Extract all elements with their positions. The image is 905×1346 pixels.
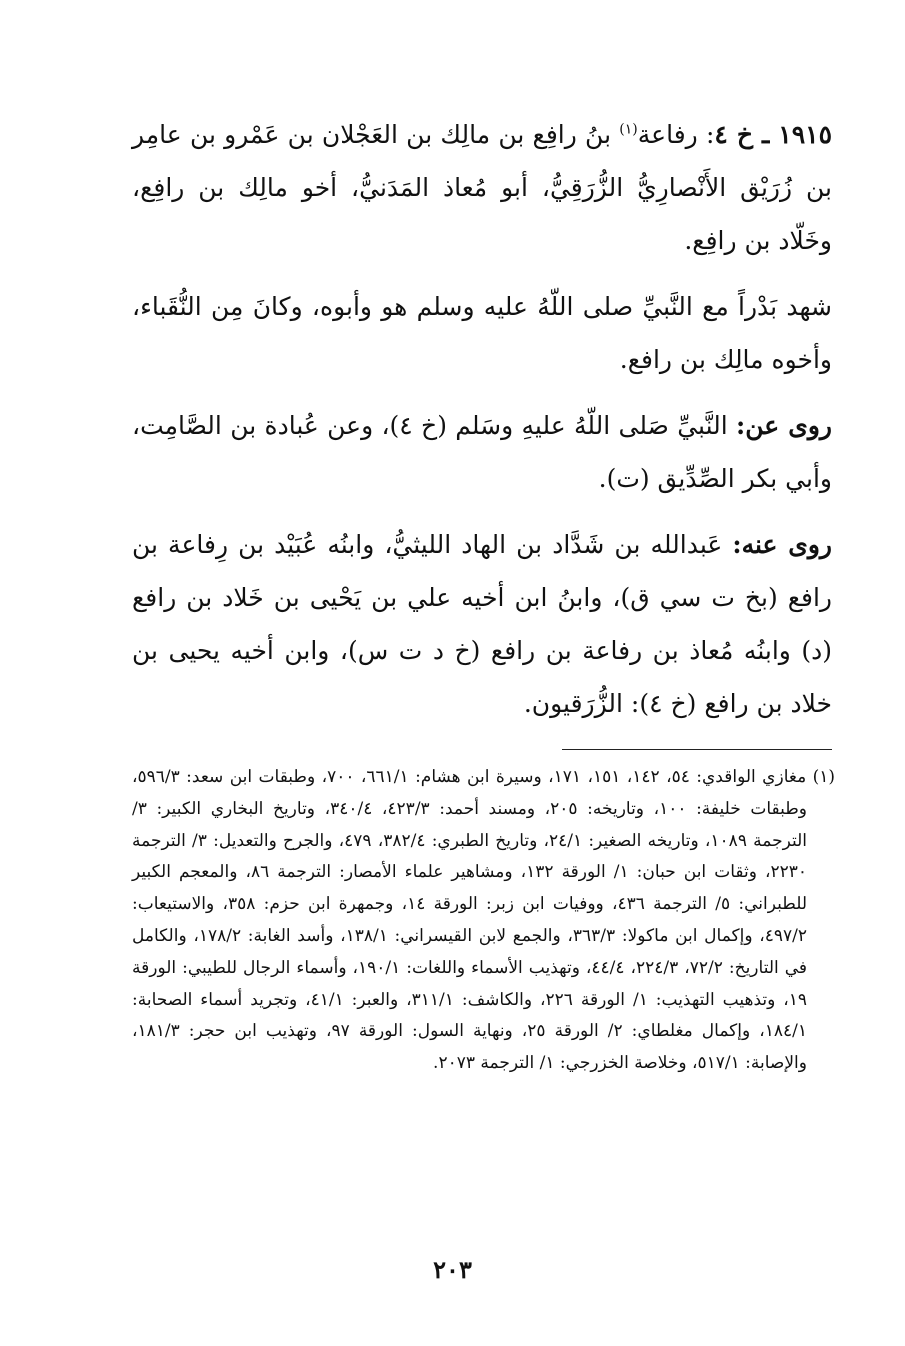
entry-heading-paragraph (132, 108, 832, 267)
bio-text: شهد بَدْراً مع النَّبيِّ صلى اللّهُ عليه وسلم هو وأبوه، وكانَ مِن النُّقَباء، وأخوه مالِك بن رافع. (132, 292, 832, 374)
narrated-from-paragraph (132, 399, 832, 505)
footnote-1: (١) مغازي الواقدي: ٥٤، ١٤٢، ١٥١، ١٧١، وسيرة ابن هشام: ٦٦١/١، ٧٠٠، وطبقات ابن سعد: ٥٩٦/٣، وطبقات خليفة: ١٠٠، وتاريخه: ٢٠٥، ومسند أحمد: ٤٢٣/٣، ٣٤٠/٤، وتاريخ البخاري الكبير: ٣/ الترجمة ١٠٨٩، وتاريخه الصغير: ٢٤/١، وتاريخ الطبري: ٣٨٢/٤، ٤٧٩، والجرح والتعديل: ٣/ الترجمة ٢٢٣٠، وثقات ابن حبان: ١/ الورقة ١٣٢، ومشاهير علماء الأمصار: الترجمة ٨٦، والمعجم الكبير للطبراني: ٥/ الترجمة ٤٣٦، ووفيات ابن زبر: الورقة ١٤، وجمهرة ابن حزم: ٣٥٨، والاستيعاب: ٤٩٧/٢، وإكمال ابن ماكولا: ٣٦٣/٣، والجمع لابن القيسراني: ١٣٨/١، وأسد الغابة: ١٧٨/٢، والكامل في التاريخ: ٧٢/٢، ٢٢٤/٣، ٤٤/٤، وتهذيب الأسماء واللغات: ١٩٠/١، وأسماء الرجال للطيبي: الورقة ١٩، وتذهيب التهذيب: ١/ الورقة ٢٢٦، والكاشف: ٣١١/١، والعبر: ٤١/١، وتجريد أسماء الصحابة: ١٨٤/١، وإكمال مغلطاي: ٢/ الورقة ٢٥، ونهاية السول: الورقة ٩٧، وتهذيب ابن حجر: ١٨١/٣، والإصابة: ٥١٧/١، وخلاصة الخزرجي: ١/ الترجمة ٢٠٧٣. (132, 767, 836, 1074)
narrated-by-text: عَبدالله بن شَدَّاد بن الهاد الليثيُّ، وابنُه عُبَيْد بن رِفاعة بن رافع (بخ ت سي ق)، وابنُ ابن أخيه علي بن يَحْيى بن خَلاد بن رافع (د) وابنُه مُعاذ بن رفاعة بن رافع (خ د ت س)، وابن أخيه يحيى بن خلاد بن رافع (خ ٤): الزُّرَقيون. (132, 530, 832, 718)
narrated-from-text: النَّبيِّ صَلى اللّهُ عليهِ وسَلم (خ ٤)، وعن عُبادة بن الصَّامِت، وأبي بكر الصِّدِّيق (ت). (132, 411, 832, 493)
entry-number: ١٩١٥ ـ خ ٤ (714, 120, 832, 149)
footnotes (132, 762, 835, 1080)
footnote-divider (562, 749, 832, 750)
footnote-ref: (١) (619, 121, 638, 138)
narrated-by-paragraph (132, 518, 832, 730)
page-number: ٢٠٣ (433, 1255, 472, 1284)
narrated-by-label: روى عنه: (732, 530, 832, 559)
entry-heading: : رفاعة (637, 120, 715, 149)
main-text (132, 108, 832, 743)
bio-paragraph (132, 280, 832, 386)
entry-intro: بنُ رافِع بن مالِك بن العَجْلان بن عَمْرو بن عامِر بن زُرَيْق الأَنْصارِيُّ الزُّرَقِيُّ، أبو مُعاذ المَدَنيُّ، أخو مالِك بن رافِع، وخَلّاد بن رافِع. (132, 120, 832, 255)
narrated-from-label: روى عن: (736, 411, 832, 440)
